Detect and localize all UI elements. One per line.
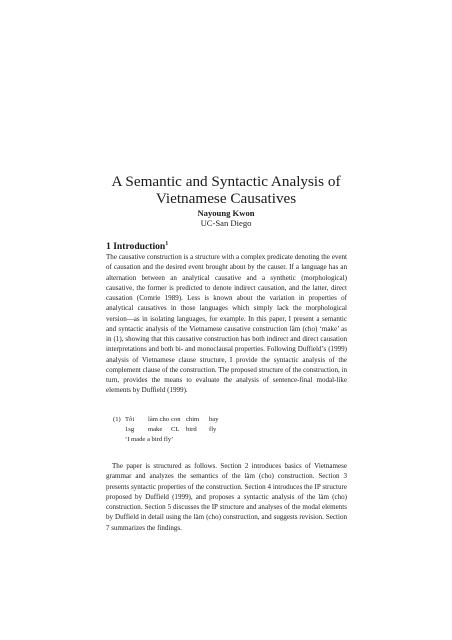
footnote-marker: 1 (165, 241, 169, 247)
example-gloss: make (148, 426, 163, 433)
example-gloss: bird (186, 426, 197, 433)
example-word: chim (186, 416, 200, 423)
section-heading-text: 1 Introduction (106, 241, 166, 252)
example-word: Tôi (125, 416, 135, 423)
example-word: con (171, 416, 181, 423)
intro-paragraph-1: The causative construction is a structure with a complex predicate denoting the event of causation and the desired event brought about by the causer. If a language has an alternation between an analytical causative and a synthetic (morphological) causative, the former is predicted to denote indirect causation, and the latter, direct causation (Comrie 1989). Less is known about the variation in properties of analytical causatives in those languages which simply lack the morphological version—as in isolating languages, for example. In this paper, I present a semantic and syntactic analysis of the Vietnamese causative construction làm (cho) ‘make’ as in (1), showing that this causative construction has both indirect and direct causation interpretations and both bi- and monoclausal properties. Following Duffield’s (1999) analysis of Vietnamese clause structure, I provide the syntactic analysis of the complement clause of the construction. The proposed structure of the construction, in turn, provides the means to evaluate the analysis of sentence-final modal-like elements by Duffield (1999). (106, 253, 347, 395)
example-number: (1) (113, 416, 121, 423)
title-line-1: A Semantic and Syntactic Analysis of (111, 173, 341, 190)
paper-title (0, 173, 452, 207)
section-heading (106, 241, 168, 252)
example-gloss: 1sg (125, 426, 135, 433)
title-block (0, 173, 452, 228)
author-name: Nayoung Kwon (197, 208, 255, 218)
example-gloss: fly (209, 426, 217, 433)
example-1 (113, 415, 229, 445)
example-translation: ‘I made a bird fly’ (125, 436, 174, 443)
example-gloss-row (113, 425, 229, 435)
example-word: làm cho (148, 416, 170, 423)
example-gloss: CL (171, 426, 180, 433)
author-affiliation: UC-San Diego (200, 218, 252, 228)
example-word: bay (209, 416, 219, 423)
intro-paragraph-2: The paper is structured as follows. Section 2 introduces basics of Vietnamese grammar and analyzes the semantics of the làm (cho) construction. Section 3 presents syntactic properties of the construction. Section 4 introduces the IP structure proposed by Duffield (1999), and proposes a syntactic analysis of the làm (cho) construction. Section 5 discusses the IP structure and analyses of the modal elements by Duffield in detail using the làm (cho) construction, and suggests revision. Section 7 summarizes the findings. (106, 462, 347, 532)
title-line-2: Vietnamese Causatives (155, 190, 297, 207)
example-words-row (113, 415, 229, 425)
